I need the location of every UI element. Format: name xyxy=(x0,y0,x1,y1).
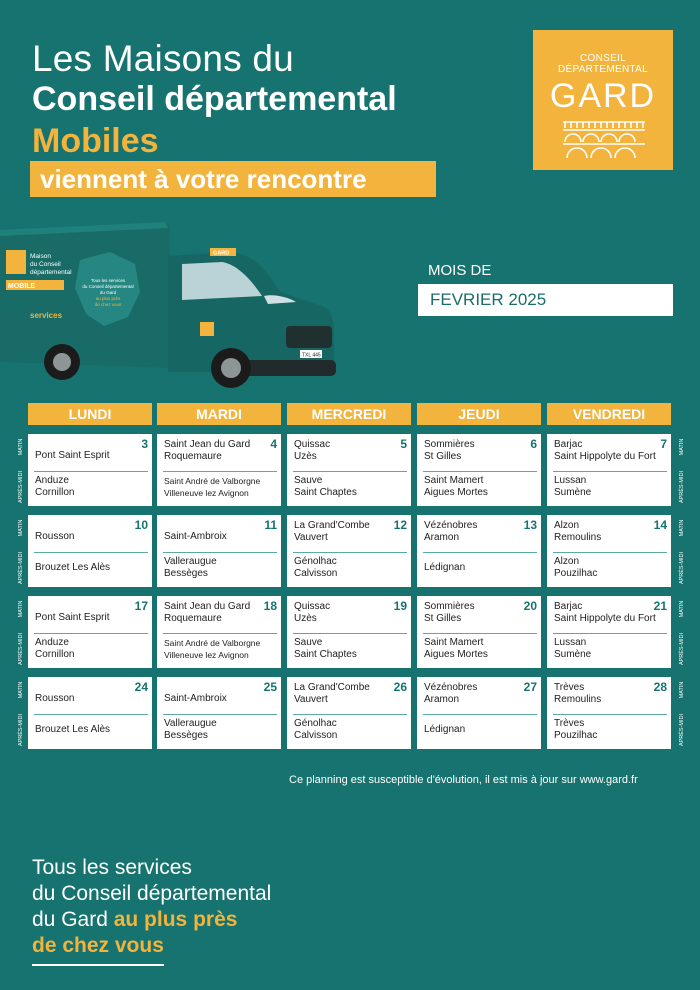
side-labels-right xyxy=(677,434,687,506)
morning-locations xyxy=(35,531,130,543)
day-cell xyxy=(547,515,671,587)
cell-divider xyxy=(163,552,277,553)
morning-label: MATIN xyxy=(18,438,24,456)
location-name: Saint Chaptes xyxy=(294,487,357,498)
cell-divider xyxy=(293,552,407,553)
location-name: Bessèges xyxy=(164,730,208,741)
location-name: Aigues Mortes xyxy=(424,487,488,498)
side-labels-left xyxy=(16,515,26,587)
location-name: Aramon xyxy=(424,694,460,705)
morning-locations xyxy=(424,682,519,706)
day-number: 28 xyxy=(653,680,667,694)
afternoon-label: APRÈS-MIDI xyxy=(679,551,685,585)
day-number: 17 xyxy=(134,599,148,613)
afternoon-locations xyxy=(164,475,276,499)
day-number: 24 xyxy=(134,680,148,694)
location-name: Barjac xyxy=(554,601,583,612)
title-band: viennent à votre rencontre xyxy=(30,161,436,197)
location-name: St Gilles xyxy=(424,613,462,624)
afternoon-locations xyxy=(424,562,536,574)
footer-line-1: Tous les services xyxy=(32,856,192,879)
location-name: Aramon xyxy=(424,532,460,543)
day-cell xyxy=(287,515,411,587)
day-cell xyxy=(417,596,541,668)
truck-center-text-5: de chez vous xyxy=(94,302,122,307)
location-name: Cornillon xyxy=(35,487,75,498)
location-name: Saint Hippolyte du Fort xyxy=(554,451,656,462)
day-cell xyxy=(157,596,281,668)
location-name: Rousson xyxy=(35,531,75,542)
day-header-mardi: MARDI xyxy=(157,403,281,425)
day-number: 27 xyxy=(523,680,537,694)
afternoon-locations xyxy=(35,475,147,499)
day-number: 10 xyxy=(134,518,148,532)
day-number: 11 xyxy=(264,518,277,532)
cell-divider xyxy=(553,714,667,715)
afternoon-label: APRÈS-MIDI xyxy=(18,713,24,747)
location-name: Uzès xyxy=(294,451,317,462)
location-name: Villeneuve lez Avignon xyxy=(164,650,249,660)
day-number: 25 xyxy=(263,680,277,694)
morning-label: MATIN xyxy=(18,600,24,618)
day-number: 21 xyxy=(653,599,667,613)
afternoon-locations xyxy=(164,718,276,742)
location-name: Sauve xyxy=(294,637,323,648)
location-name: Sumène xyxy=(554,649,592,660)
side-labels-left xyxy=(16,677,26,749)
location-name: Trèves xyxy=(554,718,585,729)
location-name: Saint André de Valborgne xyxy=(164,638,261,648)
day-cell xyxy=(28,677,152,749)
location-name: Sumène xyxy=(554,487,592,498)
day-cell xyxy=(28,596,152,668)
cell-divider xyxy=(423,714,537,715)
location-name: Saint Chaptes xyxy=(294,649,357,660)
morning-label: MATIN xyxy=(18,519,24,537)
location-name: Vauvert xyxy=(294,694,328,705)
morning-locations xyxy=(164,439,259,463)
mobile-van-illustration xyxy=(0,222,345,397)
location-name: Calvisson xyxy=(294,730,338,741)
location-name: Lédignan xyxy=(424,724,466,735)
afternoon-locations xyxy=(424,637,536,661)
afternoon-locations xyxy=(294,718,406,742)
afternoon-label: APRÈS-MIDI xyxy=(18,632,24,666)
location-name: Anduze xyxy=(35,475,69,486)
location-name: Roquemaure xyxy=(164,613,222,624)
location-name: Vézénobres xyxy=(424,520,478,531)
truck-center-text-3: du Gard xyxy=(99,290,117,295)
day-number: 19 xyxy=(393,599,407,613)
day-number: 12 xyxy=(393,518,407,532)
afternoon-locations xyxy=(164,556,276,580)
morning-locations xyxy=(294,682,389,706)
morning-locations xyxy=(424,601,519,625)
location-name: Sommières xyxy=(424,601,475,612)
morning-locations xyxy=(35,450,130,462)
footer-line-3 xyxy=(32,908,237,932)
side-labels-right xyxy=(677,515,687,587)
afternoon-locations xyxy=(35,724,147,736)
day-header-jeudi: JEUDI xyxy=(417,403,541,425)
gard-logo xyxy=(533,30,673,170)
location-name: Pont Saint Esprit xyxy=(35,612,110,623)
cell-divider xyxy=(423,552,537,553)
location-name: Alzon xyxy=(554,520,580,531)
day-cell xyxy=(157,515,281,587)
day-header-lundi: LUNDI xyxy=(28,403,152,425)
morning-label: MATIN xyxy=(679,681,685,699)
morning-locations xyxy=(294,439,389,463)
location-name: Saint-Ambroix xyxy=(164,693,227,704)
day-cell xyxy=(547,677,671,749)
footer-line-3-highlight: au plus près xyxy=(113,908,238,931)
cell-divider xyxy=(34,633,148,634)
cell-divider xyxy=(293,714,407,715)
location-name: Cornillon xyxy=(35,649,75,660)
footer-line-2: du Conseil départemental xyxy=(32,882,272,905)
truck-badge: MOBILE xyxy=(8,283,36,290)
side-labels-right xyxy=(677,596,687,668)
title-line-2: Conseil départemental xyxy=(32,80,397,118)
day-cell xyxy=(28,434,152,506)
day-cell xyxy=(547,596,671,668)
morning-locations xyxy=(424,520,519,544)
cell-divider xyxy=(163,633,277,634)
location-name: Valleraugue xyxy=(164,718,217,729)
logo-line-3: GARD xyxy=(549,77,657,115)
location-name: Trèves xyxy=(554,682,585,693)
morning-label: MATIN xyxy=(18,681,24,699)
day-number: 6 xyxy=(530,437,537,451)
location-name: Quissac xyxy=(294,439,331,450)
aqueduct-icon xyxy=(561,118,647,158)
location-name: Alzon xyxy=(554,556,580,567)
afternoon-label: APRÈS-MIDI xyxy=(679,632,685,666)
day-number: 20 xyxy=(523,599,537,613)
truck-side-text-2: du Conseil xyxy=(30,261,61,268)
cell-divider xyxy=(34,471,148,472)
location-name: Quissac xyxy=(294,601,331,612)
truck-center-text-1: Tous les services xyxy=(90,278,126,283)
location-name: Vauvert xyxy=(294,532,328,543)
cell-divider xyxy=(34,714,148,715)
location-name: Roquemaure xyxy=(164,451,222,462)
location-name: Brouzet Les Alès xyxy=(35,724,111,735)
title-line-3: Mobiles xyxy=(32,122,159,160)
location-name: Saint André de Valborgne xyxy=(164,476,261,486)
day-cell xyxy=(157,434,281,506)
day-cell xyxy=(417,677,541,749)
update-note: Ce planning est susceptible d'évolution, il est mis à jour sur www.gard.fr xyxy=(289,774,638,786)
afternoon-locations xyxy=(294,637,406,661)
location-name: Génolhac xyxy=(294,556,337,567)
cell-divider xyxy=(34,552,148,553)
location-name: Vézénobres xyxy=(424,682,478,693)
day-number: 4 xyxy=(270,437,277,451)
day-header-mercredi: MERCREDI xyxy=(287,403,411,425)
truck-plate: TXL 445 xyxy=(302,352,321,359)
location-name: Sommières xyxy=(424,439,475,450)
morning-locations xyxy=(164,531,259,543)
afternoon-label: APRÈS-MIDI xyxy=(679,713,685,747)
morning-locations xyxy=(294,601,389,625)
morning-label: MATIN xyxy=(679,438,685,456)
location-name: Remoulins xyxy=(554,532,602,543)
day-number: 14 xyxy=(653,518,667,532)
logo-line-2: DÉPARTEMENTAL xyxy=(557,64,649,75)
day-cell xyxy=(28,515,152,587)
cell-divider xyxy=(423,633,537,634)
afternoon-locations xyxy=(35,637,147,661)
day-cell xyxy=(287,596,411,668)
day-number: 5 xyxy=(400,437,407,451)
location-name: Saint Jean du Gard xyxy=(164,601,251,612)
location-name: Saint Mamert xyxy=(424,637,484,648)
location-name: Valleraugue xyxy=(164,556,217,567)
day-cell xyxy=(417,515,541,587)
location-name: Sauve xyxy=(294,475,323,486)
morning-locations xyxy=(35,693,130,705)
truck-cab-logo: GARD xyxy=(213,250,230,257)
side-labels-left xyxy=(16,434,26,506)
morning-locations xyxy=(554,439,656,463)
location-name: Rousson xyxy=(35,693,75,704)
cell-divider xyxy=(163,714,277,715)
footer-rule xyxy=(32,964,164,966)
location-name: Saint Jean du Gard xyxy=(164,439,251,450)
cell-divider xyxy=(293,471,407,472)
afternoon-locations xyxy=(424,475,536,499)
morning-locations xyxy=(554,601,656,625)
location-name: Génolhac xyxy=(294,718,337,729)
logo-line-1: CONSEIL xyxy=(579,53,626,64)
location-name: Pont Saint Esprit xyxy=(35,450,110,461)
cell-divider xyxy=(553,471,667,472)
morning-label: MATIN xyxy=(679,600,685,618)
day-number: 3 xyxy=(141,437,148,451)
location-name: La Grand'Combe xyxy=(294,682,370,693)
afternoon-locations xyxy=(294,475,406,499)
month-value: FEVRIER 2025 xyxy=(418,284,673,316)
afternoon-locations xyxy=(424,724,536,736)
cell-divider xyxy=(423,471,537,472)
location-name: Anduze xyxy=(35,637,69,648)
day-cell xyxy=(417,434,541,506)
truck-center-text-4: au plus près xyxy=(95,296,121,301)
location-name: Saint-Ambroix xyxy=(164,531,227,542)
location-name: Pouzilhac xyxy=(554,568,598,579)
morning-label: MATIN xyxy=(679,519,685,537)
day-number: 7 xyxy=(660,437,667,451)
location-name: Lussan xyxy=(554,475,587,486)
location-name: Pouzilhac xyxy=(554,730,598,741)
month-label: MOIS DE xyxy=(428,262,492,279)
footer-line-4: de chez vous xyxy=(32,934,164,957)
afternoon-locations xyxy=(554,556,666,580)
day-number: 18 xyxy=(263,599,277,613)
truck-side-text-3: départemental xyxy=(30,269,72,276)
day-cell xyxy=(547,434,671,506)
morning-locations xyxy=(424,439,519,463)
day-number: 13 xyxy=(523,518,537,532)
afternoon-locations xyxy=(554,637,666,661)
truck-side-text-1: Maison xyxy=(30,253,51,260)
cell-divider xyxy=(293,633,407,634)
morning-locations xyxy=(164,693,259,705)
location-name: Saint Mamert xyxy=(424,475,484,486)
location-name: Uzès xyxy=(294,613,317,624)
day-cell xyxy=(287,434,411,506)
location-name: Lédignan xyxy=(424,562,466,573)
location-name: Remoulins xyxy=(554,694,602,705)
afternoon-locations xyxy=(554,718,666,742)
afternoon-locations xyxy=(35,562,147,574)
morning-locations xyxy=(294,520,389,544)
location-name: Lussan xyxy=(554,637,587,648)
location-name: La Grand'Combe xyxy=(294,520,370,531)
location-name: Villeneuve lez Avignon xyxy=(164,488,249,498)
afternoon-label: APRÈS-MIDI xyxy=(679,470,685,504)
location-name: Aigues Mortes xyxy=(424,649,488,660)
location-name: Saint Hippolyte du Fort xyxy=(554,613,656,624)
day-number: 26 xyxy=(393,680,407,694)
afternoon-label: APRÈS-MIDI xyxy=(18,470,24,504)
location-name: Brouzet Les Alès xyxy=(35,562,111,573)
afternoon-locations xyxy=(294,556,406,580)
morning-locations xyxy=(554,682,649,706)
side-labels-left xyxy=(16,596,26,668)
afternoon-locations xyxy=(164,637,276,661)
cell-divider xyxy=(163,471,277,472)
afternoon-locations xyxy=(554,475,666,499)
cell-divider xyxy=(553,552,667,553)
morning-locations xyxy=(35,612,130,624)
footer-line-3-plain: du Gard xyxy=(32,908,114,931)
location-name: Barjac xyxy=(554,439,583,450)
side-labels-right xyxy=(677,677,687,749)
afternoon-label: APRÈS-MIDI xyxy=(18,551,24,585)
truck-word-services: services xyxy=(30,311,63,320)
day-cell xyxy=(157,677,281,749)
title-line-1: Les Maisons du xyxy=(32,38,294,79)
day-cell xyxy=(287,677,411,749)
cell-divider xyxy=(553,633,667,634)
location-name: Calvisson xyxy=(294,568,338,579)
morning-locations xyxy=(164,601,259,625)
morning-locations xyxy=(554,520,649,544)
day-header-vendredi: VENDREDI xyxy=(547,403,671,425)
truck-center-text-2: du Conseil départemental xyxy=(82,284,134,289)
location-name: Bessèges xyxy=(164,568,208,579)
location-name: St Gilles xyxy=(424,451,462,462)
